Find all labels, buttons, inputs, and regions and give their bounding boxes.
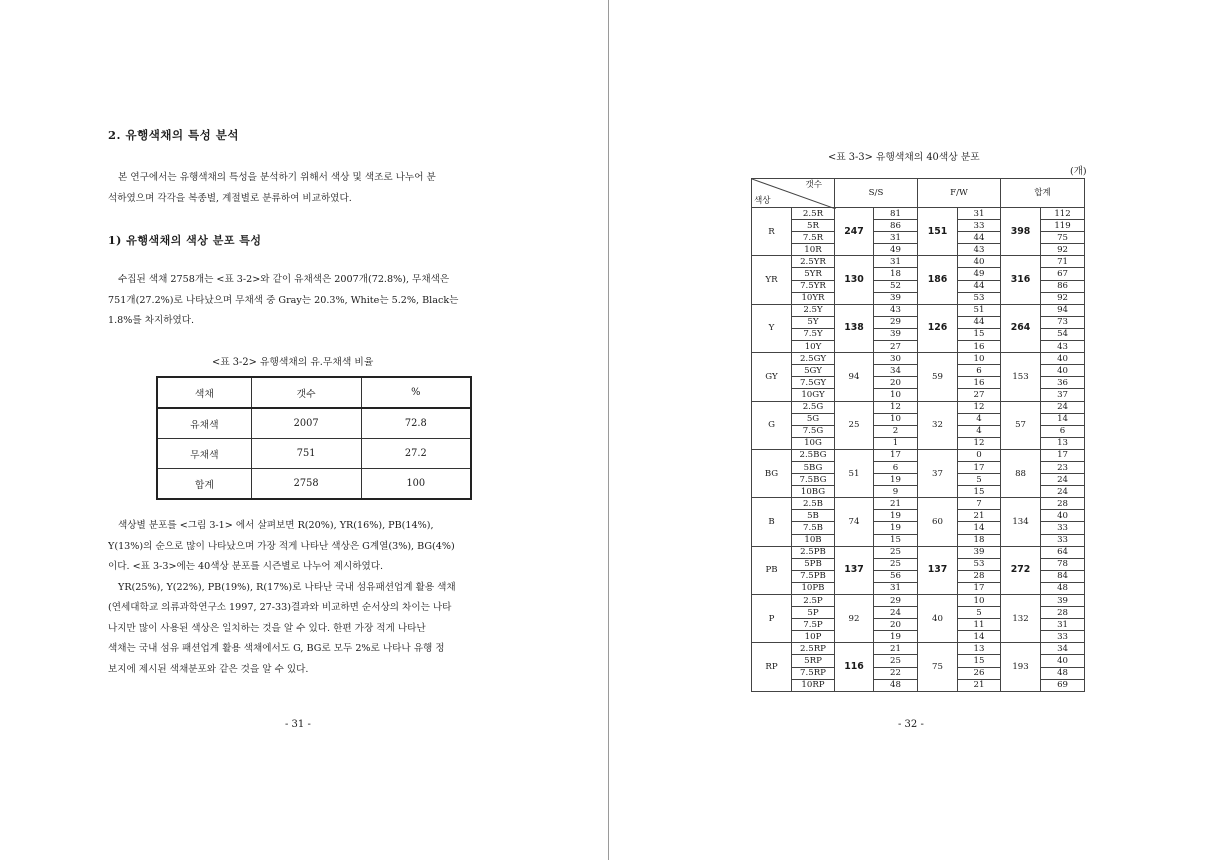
hue-name-cell: 10GY [792, 389, 835, 401]
sum-value-cell: 34 [1041, 643, 1085, 655]
fw-value-cell: 33 [958, 220, 1001, 232]
ss-value-cell: 27 [874, 341, 918, 353]
body-paragraph [108, 270, 496, 332]
hue-name-cell: 10PB [792, 582, 835, 594]
hue-group-label: B [752, 498, 792, 546]
ss-value-cell: 39 [874, 292, 918, 304]
sum-value-cell: 24 [1041, 486, 1085, 498]
table-row [157, 408, 471, 439]
ss-value-cell: 52 [874, 280, 918, 292]
hue-name-cell: 2.5Y [792, 304, 835, 316]
fw-value-cell: 16 [958, 377, 1001, 389]
ss-value-cell: 9 [874, 486, 918, 498]
sum-total-cell: 398 [1001, 208, 1041, 256]
fw-value-cell: 5 [958, 474, 1001, 486]
table-row [752, 546, 1085, 558]
ss-value-cell: 43 [874, 304, 918, 316]
table-row [752, 643, 1085, 655]
hue-name-cell: 10RP [792, 679, 835, 691]
fw-value-cell: 43 [958, 244, 1001, 256]
fw-value-cell: 18 [958, 534, 1001, 546]
table-header-cell: % [361, 377, 471, 408]
fw-value-cell: 49 [958, 268, 1001, 280]
ss-value-cell: 1 [874, 437, 918, 449]
sum-value-cell: 39 [1041, 595, 1085, 607]
fw-value-cell: 13 [958, 643, 1001, 655]
sum-value-cell: 23 [1041, 461, 1085, 473]
sum-total-cell: 316 [1001, 256, 1041, 304]
sum-value-cell: 64 [1041, 546, 1085, 558]
hue-name-cell: 7.5YR [792, 280, 835, 292]
fw-value-cell: 10 [958, 353, 1001, 365]
hue-name-cell: 7.5G [792, 425, 835, 437]
table-caption: <표 3-2> 유행색채의 유.무채색 비율 [212, 357, 374, 368]
sum-value-cell: 73 [1041, 316, 1085, 328]
table-cell: 751 [251, 439, 361, 469]
hue-name-cell: 5G [792, 413, 835, 425]
text-line: 보지에 제시된 색채분포와 같은 것을 알 수 있다. [108, 663, 309, 675]
hue-name-cell: 5YR [792, 268, 835, 280]
ss-value-cell: 21 [874, 498, 918, 510]
fw-total-cell: 75 [918, 643, 958, 691]
fw-total-cell: 137 [918, 546, 958, 594]
hue-name-cell: 7.5Y [792, 328, 835, 340]
table-cell: 유채색 [157, 408, 251, 439]
page-number: - 31 - [285, 719, 311, 730]
hue-name-cell: 5BG [792, 461, 835, 473]
page-31 [0, 0, 608, 860]
fw-value-cell: 21 [958, 679, 1001, 691]
hue-name-cell: 7.5R [792, 232, 835, 244]
fw-value-cell: 44 [958, 316, 1001, 328]
sum-total-cell: 134 [1001, 498, 1041, 546]
table-header-cell: F/W [918, 179, 1001, 208]
hue-group-label: GY [752, 353, 792, 401]
ss-total-cell: 138 [835, 304, 874, 352]
fw-value-cell: 6 [958, 365, 1001, 377]
sum-value-cell: 69 [1041, 679, 1085, 691]
table-cell: 2758 [251, 469, 361, 500]
sum-value-cell: 67 [1041, 268, 1085, 280]
ss-value-cell: 34 [874, 365, 918, 377]
fw-value-cell: 14 [958, 631, 1001, 643]
ss-value-cell: 25 [874, 546, 918, 558]
table-row [752, 498, 1085, 510]
fw-value-cell: 0 [958, 449, 1001, 461]
fw-total-cell: 32 [918, 401, 958, 449]
hue-name-cell: 5P [792, 607, 835, 619]
sum-value-cell: 43 [1041, 341, 1085, 353]
table-cell: 합계 [157, 469, 251, 500]
hue-group-label: RP [752, 643, 792, 691]
hue-name-cell: 7.5B [792, 522, 835, 534]
ss-total-cell: 25 [835, 401, 874, 449]
ss-total-cell: 74 [835, 498, 874, 546]
page-number: - 32 - [898, 719, 924, 730]
sum-total-cell: 153 [1001, 353, 1041, 401]
hue-name-cell: 10R [792, 244, 835, 256]
sum-total-cell: 132 [1001, 595, 1041, 643]
fw-value-cell: 12 [958, 437, 1001, 449]
hue-name-cell: 7.5RP [792, 667, 835, 679]
page-32 [610, 0, 1220, 860]
hue-name-cell: 10P [792, 631, 835, 643]
sum-value-cell: 54 [1041, 328, 1085, 340]
sum-value-cell: 78 [1041, 558, 1085, 570]
diag-label-hue: 색상 [754, 196, 771, 206]
table-header-cell: 갯수 [251, 377, 361, 408]
sum-value-cell: 48 [1041, 667, 1085, 679]
sum-value-cell: 40 [1041, 353, 1085, 365]
table-row [157, 469, 471, 500]
table-cell: 72.8 [361, 408, 471, 439]
hue-name-cell: 5RP [792, 655, 835, 667]
ss-value-cell: 31 [874, 582, 918, 594]
ss-total-cell: 116 [835, 643, 874, 691]
fw-value-cell: 14 [958, 522, 1001, 534]
hue-name-cell: 7.5BG [792, 474, 835, 486]
fw-value-cell: 21 [958, 510, 1001, 522]
hue-group-label: P [752, 595, 792, 643]
fw-value-cell: 15 [958, 328, 1001, 340]
hue-group-label: G [752, 401, 792, 449]
ss-value-cell: 18 [874, 268, 918, 280]
ss-total-cell: 247 [835, 208, 874, 256]
table-row [752, 401, 1085, 413]
sum-total-cell: 272 [1001, 546, 1041, 594]
text-line: Y(13%)의 순으로 많이 나타났으며 가장 적게 나타난 색상은 G계열(3%), BG(4%) [108, 540, 455, 552]
sum-value-cell: 37 [1041, 389, 1085, 401]
fw-value-cell: 10 [958, 595, 1001, 607]
ss-value-cell: 20 [874, 377, 918, 389]
sum-value-cell: 84 [1041, 570, 1085, 582]
table-row [752, 595, 1085, 607]
table-row [752, 304, 1085, 316]
fw-total-cell: 60 [918, 498, 958, 546]
text-line: 나지만 많이 사용된 색상은 일치하는 것을 알 수 있다. 한편 가장 적게 나타난 [108, 622, 426, 634]
body-paragraph [108, 516, 496, 680]
hue-name-cell: 2.5P [792, 595, 835, 607]
ss-value-cell: 56 [874, 570, 918, 582]
ss-value-cell: 25 [874, 655, 918, 667]
hue-name-cell: 7.5P [792, 619, 835, 631]
ss-value-cell: 19 [874, 631, 918, 643]
ss-value-cell: 19 [874, 474, 918, 486]
hue-group-label: YR [752, 256, 792, 304]
sum-value-cell: 86 [1041, 280, 1085, 292]
text-line: 본 연구에서는 유행색채의 특성을 분석하기 위해서 색상 및 색조로 나누어 분 [118, 172, 436, 183]
hue-name-cell: 10YR [792, 292, 835, 304]
ss-value-cell: 29 [874, 316, 918, 328]
fw-total-cell: 151 [918, 208, 958, 256]
table-unit: (개) [1070, 166, 1087, 177]
hue-distribution-table [751, 178, 1085, 692]
hue-name-cell: 2.5R [792, 208, 835, 220]
fw-value-cell: 39 [958, 546, 1001, 558]
fw-value-cell: 17 [958, 461, 1001, 473]
ss-value-cell: 2 [874, 425, 918, 437]
fw-value-cell: 44 [958, 232, 1001, 244]
ss-value-cell: 24 [874, 607, 918, 619]
ss-value-cell: 86 [874, 220, 918, 232]
fw-value-cell: 53 [958, 558, 1001, 570]
fw-value-cell: 44 [958, 280, 1001, 292]
fw-total-cell: 40 [918, 595, 958, 643]
fw-value-cell: 4 [958, 413, 1001, 425]
ss-value-cell: 19 [874, 510, 918, 522]
table-row [752, 353, 1085, 365]
ss-total-cell: 92 [835, 595, 874, 643]
fw-value-cell: 53 [958, 292, 1001, 304]
sum-value-cell: 75 [1041, 232, 1085, 244]
hue-name-cell: 10B [792, 534, 835, 546]
fw-total-cell: 37 [918, 449, 958, 497]
sum-value-cell: 36 [1041, 377, 1085, 389]
hue-name-cell: 10G [792, 437, 835, 449]
ss-value-cell: 31 [874, 232, 918, 244]
hue-group-label: R [752, 208, 792, 256]
sum-value-cell: 33 [1041, 631, 1085, 643]
fw-value-cell: 5 [958, 607, 1001, 619]
ss-value-cell: 49 [874, 244, 918, 256]
hue-group-label: PB [752, 546, 792, 594]
sum-value-cell: 33 [1041, 522, 1085, 534]
text-line: 이다. <표 3-3>에는 40색상 분포를 시즌별로 나누어 제시하였다. [108, 561, 384, 572]
table-header-cell: 색채 [157, 377, 251, 408]
fw-total-cell: 59 [918, 353, 958, 401]
ss-total-cell: 130 [835, 256, 874, 304]
text-line: 수집된 색채 2758개는 <표 3-2>와 같이 유채색은 2007개(72.8%), 무채색은 [118, 274, 450, 285]
table-cell: 2007 [251, 408, 361, 439]
table-row [752, 208, 1085, 220]
table-header-cell: S/S [835, 179, 918, 208]
subsection-heading: 1) 유행색채의 색상 분포 특성 [108, 234, 262, 247]
sum-total-cell: 57 [1001, 401, 1041, 449]
sum-value-cell: 14 [1041, 413, 1085, 425]
fw-value-cell: 11 [958, 619, 1001, 631]
table-caption: <표 3-3> 유행색채의 40색상 분포 [828, 152, 980, 163]
sum-value-cell: 40 [1041, 655, 1085, 667]
text-line: 석하였으며 각각을 복종별, 계절별로 분류하여 비교하였다. [108, 192, 352, 204]
sum-value-cell: 13 [1041, 437, 1085, 449]
ss-value-cell: 30 [874, 353, 918, 365]
hue-name-cell: 2.5B [792, 498, 835, 510]
table-cell: 100 [361, 469, 471, 500]
sum-value-cell: 28 [1041, 607, 1085, 619]
fw-value-cell: 40 [958, 256, 1001, 268]
diagonal-header-cell [752, 179, 835, 208]
hue-name-cell: 5R [792, 220, 835, 232]
ss-value-cell: 10 [874, 413, 918, 425]
fw-value-cell: 26 [958, 667, 1001, 679]
table-row [752, 256, 1085, 268]
fw-total-cell: 186 [918, 256, 958, 304]
fw-value-cell: 7 [958, 498, 1001, 510]
hue-name-cell: 10BG [792, 486, 835, 498]
hue-name-cell: 2.5GY [792, 353, 835, 365]
text-line: 색채는 국내 섬유 패션업계 활용 색채에서도 G, BG로 모두 2%로 나타나 유행 정 [108, 643, 445, 654]
sum-value-cell: 92 [1041, 292, 1085, 304]
sum-value-cell: 33 [1041, 534, 1085, 546]
sum-value-cell: 112 [1041, 208, 1085, 220]
sum-value-cell: 31 [1041, 619, 1085, 631]
hue-group-label: Y [752, 304, 792, 352]
table-cell: 27.2 [361, 439, 471, 469]
hue-name-cell: 5B [792, 510, 835, 522]
sum-value-cell: 24 [1041, 401, 1085, 413]
ss-value-cell: 15 [874, 534, 918, 546]
ss-total-cell: 94 [835, 353, 874, 401]
sum-value-cell: 48 [1041, 582, 1085, 594]
hue-name-cell: 2.5YR [792, 256, 835, 268]
fw-value-cell: 15 [958, 486, 1001, 498]
chromatic-ratio-table [156, 376, 472, 500]
ss-value-cell: 12 [874, 401, 918, 413]
hue-name-cell: 7.5PB [792, 570, 835, 582]
fw-value-cell: 28 [958, 570, 1001, 582]
fw-value-cell: 17 [958, 582, 1001, 594]
intro-paragraph [108, 168, 496, 209]
hue-name-cell: 5PB [792, 558, 835, 570]
sum-value-cell: 40 [1041, 510, 1085, 522]
hue-name-cell: 2.5BG [792, 449, 835, 461]
section-heading: 2. 유행색채의 특성 분석 [108, 128, 239, 142]
ss-value-cell: 21 [874, 643, 918, 655]
table-header-row [752, 179, 1085, 208]
text-line: 1.8%를 차지하였다. [108, 315, 195, 326]
sum-value-cell: 17 [1041, 449, 1085, 461]
table-header-row [157, 377, 471, 408]
text-line: (연세대학교 의류과학연구소 1997, 27-33)결과와 비교하면 순서상의 차이는 나타 [108, 602, 452, 613]
hue-group-label: BG [752, 449, 792, 497]
hue-name-cell: 5Y [792, 316, 835, 328]
ss-value-cell: 6 [874, 461, 918, 473]
sum-total-cell: 193 [1001, 643, 1041, 691]
sum-total-cell: 88 [1001, 449, 1041, 497]
sum-total-cell: 264 [1001, 304, 1041, 352]
text-line: YR(25%), Y(22%), PB(19%), R(17%)로 나타난 국내 섬유패션업계 활용 색채 [118, 581, 456, 593]
fw-value-cell: 4 [958, 425, 1001, 437]
ss-value-cell: 19 [874, 522, 918, 534]
sum-value-cell: 94 [1041, 304, 1085, 316]
hue-name-cell: 10Y [792, 341, 835, 353]
hue-name-cell: 2.5RP [792, 643, 835, 655]
hue-name-cell: 5GY [792, 365, 835, 377]
text-line: 색상별 분포를 <그림 3-1> 에서 살펴보면 R(20%), YR(16%), PB(14%), [118, 520, 434, 531]
ss-value-cell: 10 [874, 389, 918, 401]
sum-value-cell: 119 [1041, 220, 1085, 232]
sum-value-cell: 92 [1041, 244, 1085, 256]
fw-value-cell: 15 [958, 655, 1001, 667]
table-row [157, 439, 471, 469]
ss-value-cell: 48 [874, 679, 918, 691]
sum-value-cell: 28 [1041, 498, 1085, 510]
ss-total-cell: 137 [835, 546, 874, 594]
ss-value-cell: 17 [874, 449, 918, 461]
hue-name-cell: 2.5PB [792, 546, 835, 558]
ss-value-cell: 20 [874, 619, 918, 631]
sum-value-cell: 24 [1041, 474, 1085, 486]
fw-value-cell: 12 [958, 401, 1001, 413]
hue-name-cell: 7.5GY [792, 377, 835, 389]
fw-total-cell: 126 [918, 304, 958, 352]
ss-total-cell: 51 [835, 449, 874, 497]
fw-value-cell: 31 [958, 208, 1001, 220]
text-line: 751개(27.2%)로 나타났으며 무채색 중 Gray는 20.3%, White는 5.2%, Black는 [108, 294, 459, 306]
fw-value-cell: 16 [958, 341, 1001, 353]
ss-value-cell: 81 [874, 208, 918, 220]
hue-name-cell: 2.5G [792, 401, 835, 413]
diag-label-count: 갯수 [805, 180, 822, 190]
sum-value-cell: 40 [1041, 365, 1085, 377]
ss-value-cell: 25 [874, 558, 918, 570]
table-cell: 무채색 [157, 439, 251, 469]
ss-value-cell: 22 [874, 667, 918, 679]
sum-value-cell: 71 [1041, 256, 1085, 268]
fw-value-cell: 51 [958, 304, 1001, 316]
fw-value-cell: 27 [958, 389, 1001, 401]
ss-value-cell: 31 [874, 256, 918, 268]
sum-value-cell: 6 [1041, 425, 1085, 437]
ss-value-cell: 29 [874, 595, 918, 607]
ss-value-cell: 39 [874, 328, 918, 340]
table-header-cell: 합계 [1001, 179, 1085, 208]
table-row [752, 449, 1085, 461]
